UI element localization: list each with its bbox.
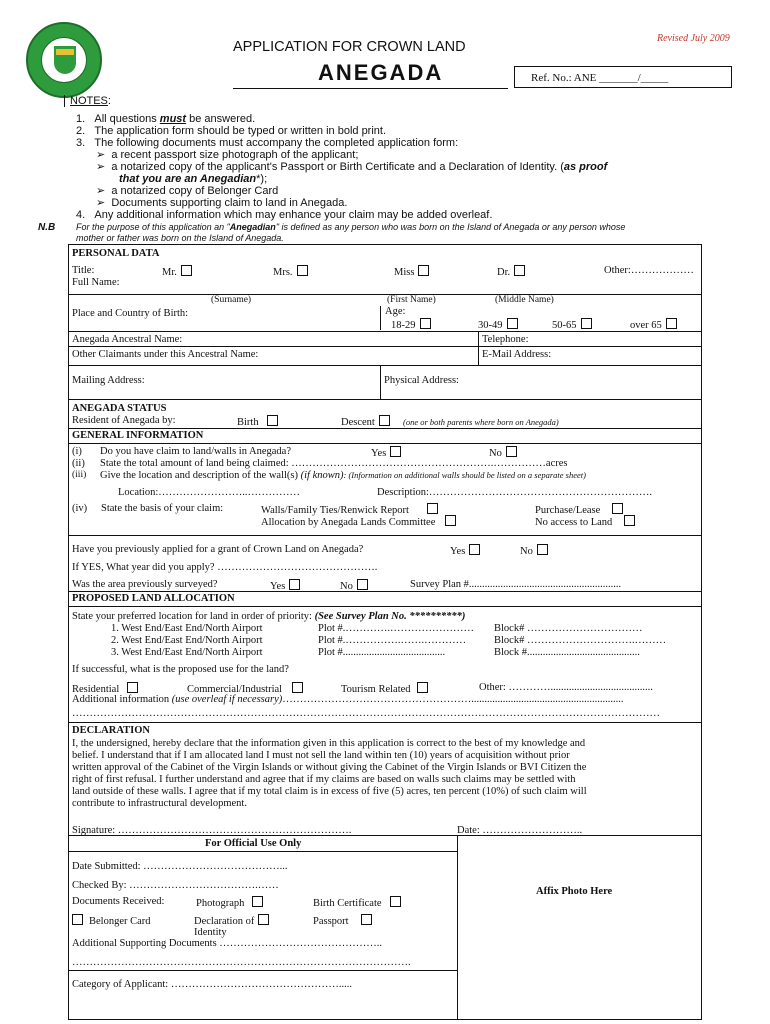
photograph-option[interactable]: Photograph	[196, 896, 263, 909]
surveyed-yes-checkbox[interactable]	[289, 579, 300, 590]
question-ii-number: (ii)	[72, 458, 85, 469]
divider	[68, 346, 702, 347]
resident-label: Resident of Anegada by:	[72, 415, 176, 426]
block-2-field[interactable]: Block# ………………………….………	[494, 635, 667, 646]
age-30-49-checkbox[interactable]	[507, 318, 518, 329]
applied-yes-option[interactable]: Yes	[450, 544, 480, 557]
purchase-checkbox[interactable]	[612, 503, 623, 514]
applied-no-checkbox[interactable]	[537, 544, 548, 555]
date-submitted-field[interactable]: Date Submitted: …………………………………...	[72, 861, 288, 872]
question-iv-number: (iv)	[72, 503, 88, 514]
surveyed-question: Was the area previously surveyed?	[72, 579, 218, 590]
shield-crown-icon	[56, 49, 74, 55]
date-field[interactable]: Date: ………………………..	[457, 825, 583, 836]
title-mr-option[interactable]: Mr.	[162, 265, 192, 278]
question-i-text: Do you have claim to land/walls in Anegada?	[100, 446, 291, 457]
additional-docs-field[interactable]: Additional Supporting Documents ………………………………………..	[72, 938, 383, 949]
age-over-65-checkbox[interactable]	[666, 318, 677, 329]
divider	[68, 970, 457, 971]
age-label: Age:	[385, 306, 406, 317]
notes-marker	[64, 95, 65, 107]
title-label: Title:	[72, 265, 95, 276]
purchase-option[interactable]: Purchase/Lease	[535, 503, 623, 516]
personal-data-heading: PERSONAL DATA	[72, 248, 160, 259]
belonger-card-checkbox[interactable]	[72, 914, 83, 925]
divider	[68, 722, 702, 723]
divider	[68, 443, 702, 444]
claim-yes-option[interactable]: Yes	[371, 446, 401, 459]
declaration-text: I, the undersigned, hereby declare that the information given in this application is correct to the best of my knowledge and belief. I understand that if I am allocated land I must not sell the land within ten (10) years of acquisition without prior written approval of the Cabinet of the Virgin Islands or without giving the Cabinet of the Virgin Islands or BVI Citizen the right of first refusal. I further understand and agree that if my claims are based on walls such claims may be settled with land outside of these walls. I agree that if my total claim is in excess of five (5) acres, ten percent (10%) of such claim will contribute to infrastructural development.	[72, 738, 587, 809]
arrow-bullet-icon: ➢	[96, 185, 106, 197]
surname-label: (Surname)	[211, 295, 252, 305]
nb-text: For the purpose of this application an "Anegadian" is defined as any person who was born on the Island of Anegada or any person whose mother or father was born on the Island of Anegada.	[76, 222, 626, 243]
form-subtitle: ANEGADA	[318, 60, 444, 85]
checked-by-field[interactable]: Checked By: ……………………………….……	[72, 880, 279, 891]
first-name-label: (First Name)	[387, 295, 436, 305]
no-access-checkbox[interactable]	[624, 515, 635, 526]
title-dr-option[interactable]: Dr.	[497, 265, 525, 278]
descent-checkbox[interactable]	[379, 415, 390, 426]
divider	[68, 535, 702, 536]
birth-certificate-option[interactable]: Birth Certificate	[313, 896, 401, 909]
divider	[68, 294, 702, 295]
full-name-label: Full Name:	[72, 277, 120, 288]
tourism-option[interactable]: Tourism Related	[341, 682, 428, 695]
divider	[68, 606, 702, 607]
title-other-field[interactable]: Other:………………	[604, 265, 694, 276]
category-field[interactable]: Category of Applicant: ………………………………………….....	[72, 979, 352, 990]
divider	[68, 331, 702, 332]
additional-info-field[interactable]: Additional information (use overleaf if necessary)………………………………………………..........................................................	[72, 694, 624, 705]
declaration-identity-option[interactable]: Declaration of Identity	[194, 914, 269, 938]
notes-item-1: 1. All questions must be answered.	[76, 113, 256, 125]
declaration-heading: DECLARATION	[72, 725, 150, 736]
walls-checkbox[interactable]	[427, 503, 438, 514]
ref-number-box[interactable]	[514, 66, 732, 88]
title-mrs-option[interactable]: Mrs.	[273, 265, 308, 278]
miss-checkbox[interactable]	[418, 265, 429, 276]
notes-item-4: 4. Any additional information which may enhance your claim may be added overleaf.	[76, 209, 493, 221]
divider	[68, 835, 702, 836]
age-50-65-checkbox[interactable]	[581, 318, 592, 329]
middle-name-label: (Middle Name)	[495, 295, 554, 305]
applied-no-option[interactable]: No	[520, 544, 548, 557]
divider	[457, 835, 458, 1020]
question-i-number: (i)	[72, 446, 82, 457]
documents-received-label: Documents Received:	[72, 896, 165, 907]
surveyed-yes-option[interactable]: Yes	[270, 579, 300, 592]
notes-sub-3: ➢ a notarized copy of Belonger Card	[96, 185, 279, 197]
proposed-use-question: If successful, what is the proposed use for the land?	[72, 664, 289, 675]
birth-checkbox[interactable]	[267, 415, 278, 426]
location-1-label: 1. West End/East End/North Airport	[111, 623, 263, 634]
physical-address-label: Physical Address:	[384, 375, 459, 386]
additional-docs-line[interactable]: …………………………………………………………………………………….	[72, 957, 411, 968]
affix-photo-label: Affix Photo Here	[536, 886, 613, 897]
mrs-checkbox[interactable]	[297, 265, 308, 276]
official-use-heading: For Official Use Only	[205, 838, 302, 849]
land-amount-field[interactable]: State the total amount of land being claimed: ………………………………………………….……………acres	[100, 458, 568, 469]
mailing-address-label: Mailing Address:	[72, 375, 145, 386]
dr-checkbox[interactable]	[514, 265, 525, 276]
signature-field[interactable]: Signature: ………………………………………………………….	[72, 825, 352, 836]
notes-sub-1: ➢ a recent passport size photograph of the applicant;	[96, 149, 359, 161]
surveyed-no-checkbox[interactable]	[357, 579, 368, 590]
birth-option[interactable]: Birth	[237, 415, 278, 428]
title-underline	[233, 88, 508, 89]
question-iii-text: Give the location and description of the wall(s) (if known): (Information on additional walls should be listed on a separate sheet)	[100, 470, 586, 481]
description-field[interactable]: Description:……………………………………………………….	[377, 487, 653, 498]
additional-info-line[interactable]: ……………………………………………………………………………………………………………………………………………………	[72, 708, 660, 719]
priority-instruction: State your preferred location for land in order of priority: (See Survey Plan No. **********)	[72, 611, 466, 622]
seal-center	[41, 37, 87, 83]
notes-heading: NOTES:	[70, 95, 111, 107]
tourism-checkbox[interactable]	[417, 682, 428, 693]
claim-no-checkbox[interactable]	[506, 446, 517, 457]
telephone-label: Telephone:	[482, 334, 529, 345]
email-label: E-Mail Address:	[482, 349, 552, 360]
divider	[380, 306, 381, 330]
general-information-heading: GENERAL INFORMATION	[72, 430, 204, 441]
ancestral-name-label: Anegada Ancestral Name:	[72, 334, 183, 345]
divider	[478, 331, 479, 365]
applied-question: Have you previously applied for a grant of Crown Land on Anegada?	[72, 544, 364, 555]
no-access-option[interactable]: No access to Land	[535, 515, 635, 528]
allocation-option[interactable]: Allocation by Anegada Lands Committee	[261, 515, 456, 528]
photograph-checkbox[interactable]	[252, 896, 263, 907]
arrow-bullet-icon: ➢	[96, 197, 106, 209]
residential-checkbox[interactable]	[127, 682, 138, 693]
block-1-field[interactable]: Block# ……………………………	[494, 623, 643, 634]
mr-checkbox[interactable]	[181, 265, 192, 276]
arrow-bullet-icon: ➢	[96, 149, 106, 161]
location-2-label: 2. West End/East End/North Airport	[111, 635, 263, 646]
claim-yes-checkbox[interactable]	[390, 446, 401, 457]
plot-2-field[interactable]: Plot #.…………….…….…………	[318, 635, 467, 646]
walls-option[interactable]: Walls/Family Ties/Renwick Report	[261, 503, 438, 516]
declaration-identity-checkbox[interactable]	[258, 914, 269, 925]
commercial-checkbox[interactable]	[292, 682, 303, 693]
allocation-checkbox[interactable]	[445, 515, 456, 526]
age-over-65-option[interactable]: over 65	[630, 318, 677, 331]
notes-sub-2-cont: that you are an Anegadian*);	[119, 173, 268, 185]
place-country-label: Place and Country of Birth:	[72, 308, 189, 319]
passport-checkbox[interactable]	[361, 914, 372, 925]
age-50-65-option[interactable]: 50-65	[552, 318, 592, 331]
other-claimants-label: Other Claimants under this Ancestral Name:	[72, 349, 259, 360]
other-use-field[interactable]: Other: ………….......................................	[479, 682, 653, 693]
proposed-allocation-heading: PROPOSED LAND ALLOCATION	[72, 593, 235, 604]
survey-plan-field[interactable]: Survey Plan #..........................................................	[410, 579, 622, 590]
divider	[68, 365, 702, 366]
divider	[68, 851, 457, 852]
plot-1-field[interactable]: Plot #.………….……………………	[318, 623, 475, 634]
passport-option[interactable]: Passport	[313, 914, 372, 927]
location-3-label: 3. West End/East End/North Airport	[111, 647, 263, 658]
notes-sub-2: ➢ a notarized copy of the applicant's Passport or Birth Certificate and a Declaration of Identity. (as proof	[96, 161, 608, 173]
notes-item-3: 3. The following documents must accompany the completed application form:	[76, 137, 459, 149]
arrow-bullet-icon: ➢	[96, 161, 106, 173]
year-applied-field[interactable]: If YES, What year did you apply? ……………………………………….	[72, 562, 378, 573]
ministry-seal-icon	[26, 22, 102, 98]
age-18-29-checkbox[interactable]	[420, 318, 431, 329]
descent-option[interactable]: Descent	[341, 415, 390, 428]
revised-date: Revised July 2009	[657, 33, 730, 44]
notes-sub-4: ➢ Documents supporting claim to land in Anegada.	[96, 197, 348, 209]
anegada-status-heading: ANEGADA STATUS	[72, 403, 167, 414]
divider	[68, 428, 702, 429]
question-iv-text: State the basis of your claim:	[101, 503, 224, 514]
divider	[380, 365, 381, 399]
belonger-card-option[interactable]: Belonger Card	[72, 914, 151, 927]
claim-no-option[interactable]: No	[489, 446, 517, 459]
age-30-49-option[interactable]: 30-49	[478, 318, 518, 331]
age-18-29-option[interactable]: 18-29	[391, 318, 431, 331]
form-title: APPLICATION FOR CROWN LAND	[233, 39, 466, 55]
notes-item-2: 2. The application form should be typed or written in bold print.	[76, 125, 387, 137]
descent-note: (one or both parents where born on Anegada)	[403, 417, 559, 427]
divider	[68, 399, 702, 400]
nb-label: N.B	[38, 222, 56, 233]
plot-3-field[interactable]: Plot #.......................................	[318, 647, 446, 658]
birth-certificate-checkbox[interactable]	[390, 896, 401, 907]
block-3-field[interactable]: Block #...........................................	[494, 647, 640, 658]
surveyed-no-option[interactable]: No	[340, 579, 368, 592]
residential-option[interactable]: Residential	[72, 682, 138, 695]
location-field[interactable]: Location:……………………..……………	[118, 487, 300, 498]
ref-number-label: Ref. No.: ANE _______/_____	[531, 72, 669, 84]
commercial-option[interactable]: Commercial/Industrial	[187, 682, 303, 695]
title-miss-option[interactable]: Miss	[394, 265, 429, 278]
question-iii-number: (iii)	[72, 470, 87, 480]
applied-yes-checkbox[interactable]	[469, 544, 480, 555]
divider	[68, 591, 702, 592]
